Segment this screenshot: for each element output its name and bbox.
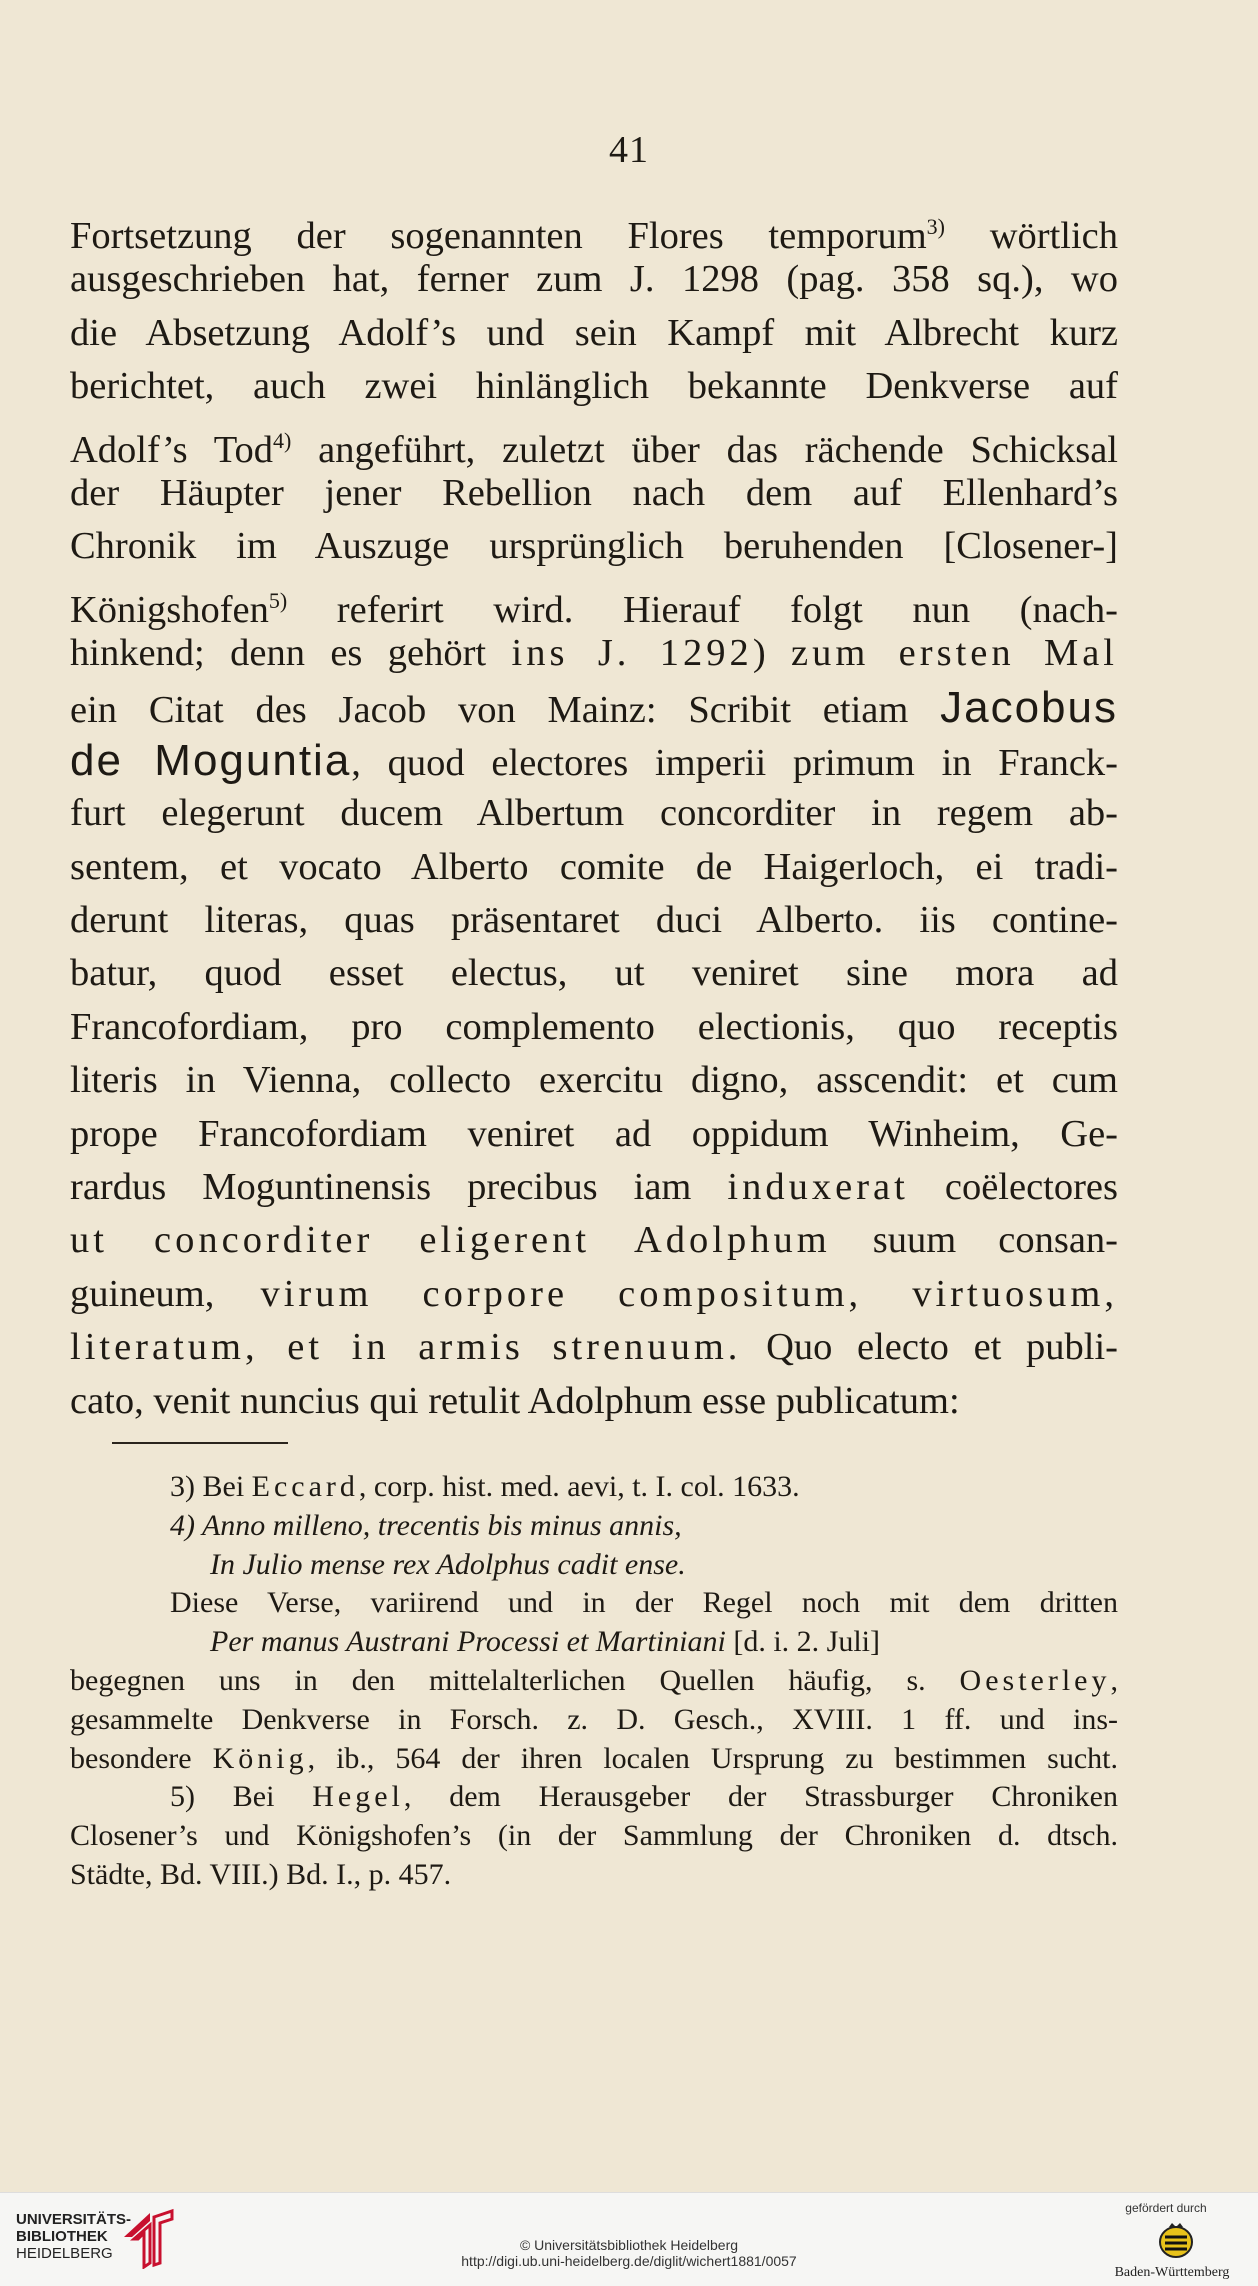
text-line <box>70 627 1118 680</box>
spaced-text: ut concorditer eligerent Adolphum <box>70 1219 831 1262</box>
text-segment: , ib., 564 der ihren localen Ursprung zu bestimmen sucht. <box>307 1741 1118 1775</box>
text-segment: referirt wird. Hierauf folgt nun (nach- <box>287 588 1118 631</box>
footnote-divider <box>112 1442 288 1444</box>
text-line <box>70 1268 1118 1321</box>
footnote-ref: 5) <box>268 587 288 613</box>
funded-by-label: gefördert durch <box>1125 2201 1207 2215</box>
text-segment: Quo electo et publi- <box>741 1326 1118 1369</box>
spaced-text: König <box>212 1741 308 1775</box>
footnote-line <box>70 1468 1118 1507</box>
spaced-text: ins J. 1292 <box>511 632 753 675</box>
text-line: die Absetzung Adolf’s und sein Kampf mit Albrecht kurz <box>70 311 1118 354</box>
text-segment: 5) Bei <box>170 1780 313 1814</box>
main-text <box>70 200 1118 1428</box>
footnote-ref: 3) <box>926 214 945 239</box>
text-line <box>70 734 1118 787</box>
text-segment: besondere <box>70 1741 213 1775</box>
text-line <box>70 1321 1118 1374</box>
text-segment: rardus Moguntinensis precibus iam <box>70 1166 728 1209</box>
footnote-line: Städte, Bd. VIII.) Bd. I., p. 457. <box>70 1857 452 1891</box>
footnote-line: Diese Verse, variirend und in der Regel noch mit dem dritten <box>170 1586 1118 1620</box>
text-line: der Häupter jener Rebellion nach dem auf Ellenhard’s <box>70 471 1118 514</box>
footnote-line <box>70 1778 1118 1817</box>
text-line <box>70 574 1118 631</box>
logo-line: HEIDELBERG <box>16 2245 113 2262</box>
spaced-text: zum ersten Mal <box>791 632 1118 675</box>
footnote-line <box>70 1740 1118 1779</box>
text-segment: 3) Bei <box>170 1470 252 1503</box>
text-line <box>70 1214 1118 1267</box>
text-line <box>70 681 1118 734</box>
footnote-line: gesammelte Denkverse in Forsch. z. D. Gesch., XVIII. 1 ff. und ins- <box>70 1702 1118 1736</box>
footnote-line: In Julio mense rex Adolphus cadit ense. <box>210 1547 686 1581</box>
spaced-text: virum corpore compositum, virtuosum, <box>260 1272 1118 1315</box>
text-segment: suum consan- <box>830 1219 1118 1262</box>
coat-of-arms-icon <box>1156 2221 1196 2261</box>
logo-line: BIBLIOTHEK <box>16 2228 108 2245</box>
text-segment: [d. i. 2. Juli] <box>725 1625 880 1659</box>
footnote-line <box>70 1623 1118 1662</box>
text-segment: , dem Herausgeber der Strassburger Chroniken <box>403 1780 1118 1814</box>
logo-line: UNIVERSITÄTS- <box>16 2211 132 2228</box>
copyright-notice <box>0 2237 1258 2269</box>
text-line: ausgeschrieben hat, ferner zum J. 1298 (pag. 358 sq.), wo <box>70 258 1118 301</box>
text-segment: coëlectores <box>908 1166 1118 1209</box>
emphasized-name: Jacobus <box>940 682 1118 732</box>
text-line: furt elegerunt ducem Albertum concorditer in regem ab- <box>70 792 1118 835</box>
text-segment: Adolf’s Tod <box>70 428 274 471</box>
text-segment: guineum, <box>70 1272 261 1315</box>
text-segment: , quod electores imperii primum in Franck- <box>351 741 1118 784</box>
text-line: cato, venit nuncius qui retulit Adolphum esse publicatum: <box>70 1379 960 1422</box>
text-segment: ein Citat des Jacob von Mainz: Scribit etiam <box>70 688 941 731</box>
text-segment: hinkend; denn es gehört <box>70 632 512 675</box>
text-segment: Königshofen <box>70 588 269 631</box>
footnote-ref: 4) <box>273 427 292 453</box>
text-line <box>70 1161 1118 1214</box>
text-line: batur, quod esset electus, ut veniret sine mora ad <box>70 952 1118 995</box>
emphasized-name: de Moguntia <box>70 735 352 785</box>
spaced-text: Eccard <box>251 1470 359 1503</box>
spaced-text: induxerat <box>727 1166 909 1209</box>
text-line: berichtet, auch zwei hinlänglich bekannte Denkverse auf <box>70 365 1118 408</box>
text-line: Chronik im Auszuge ursprünglich beruhenden [Closener-] <box>70 525 1118 568</box>
footnote-line: 4) Anno milleno, trecentis bis minus annis, <box>170 1508 682 1542</box>
sponsor-label[interactable]: Baden-Württemberg <box>1114 2265 1230 2280</box>
permalink[interactable]: http://digi.ub.uni-heidelberg.de/diglit/wichert1881/0057 <box>461 2253 797 2269</box>
spaced-text: Oesterley <box>959 1663 1111 1697</box>
text-line: Francofordiam, pro complemento electionis, quo receptis <box>70 1005 1118 1048</box>
text-segment: wörtlich <box>945 215 1118 257</box>
footnotes <box>70 1468 1118 1895</box>
footer-bar <box>0 2192 1258 2286</box>
copyright-text: © Universitätsbibliothek Heidelberg <box>519 2237 739 2253</box>
spaced-text: Hegel <box>312 1780 404 1814</box>
text-line <box>70 200 1118 257</box>
italic-text: Per manus Austrani Processi et Martiniani <box>210 1625 726 1659</box>
footnote-line: Closener’s und Königshofen’s (in der Sammlung der Chroniken d. dtsch. <box>70 1819 1118 1853</box>
text-line: derunt literas, quas präsentaret duci Alberto. iis contine- <box>70 899 1118 942</box>
text-segment: begegnen uns in den mittelalterlichen Quellen häufig, s. <box>70 1663 960 1697</box>
text-segment: , corp. hist. med. aevi, t. I. col. 1633. <box>358 1470 800 1503</box>
text-line: literis in Vienna, collecto exercitu digno, asscendit: et cum <box>70 1059 1118 1102</box>
text-line <box>70 414 1118 471</box>
text-line: prope Francofordiam veniret ad oppidum Winheim, Ge- <box>70 1112 1118 1155</box>
text-segment: angeführt, zuletzt über das rächende Schicksal <box>291 428 1118 471</box>
text-segment: , <box>1110 1663 1118 1697</box>
page-number: 41 <box>609 129 649 171</box>
text-segment: Fortsetzung der sogenannten Flores temporum <box>70 215 927 257</box>
text-line: sentem, et vocato Alberto comite de Haigerloch, ei tradi- <box>70 845 1118 888</box>
text-segment: ) <box>752 632 792 675</box>
spaced-text: literatum, et in armis strenuum. <box>70 1326 742 1369</box>
footnote-line <box>70 1662 1118 1701</box>
